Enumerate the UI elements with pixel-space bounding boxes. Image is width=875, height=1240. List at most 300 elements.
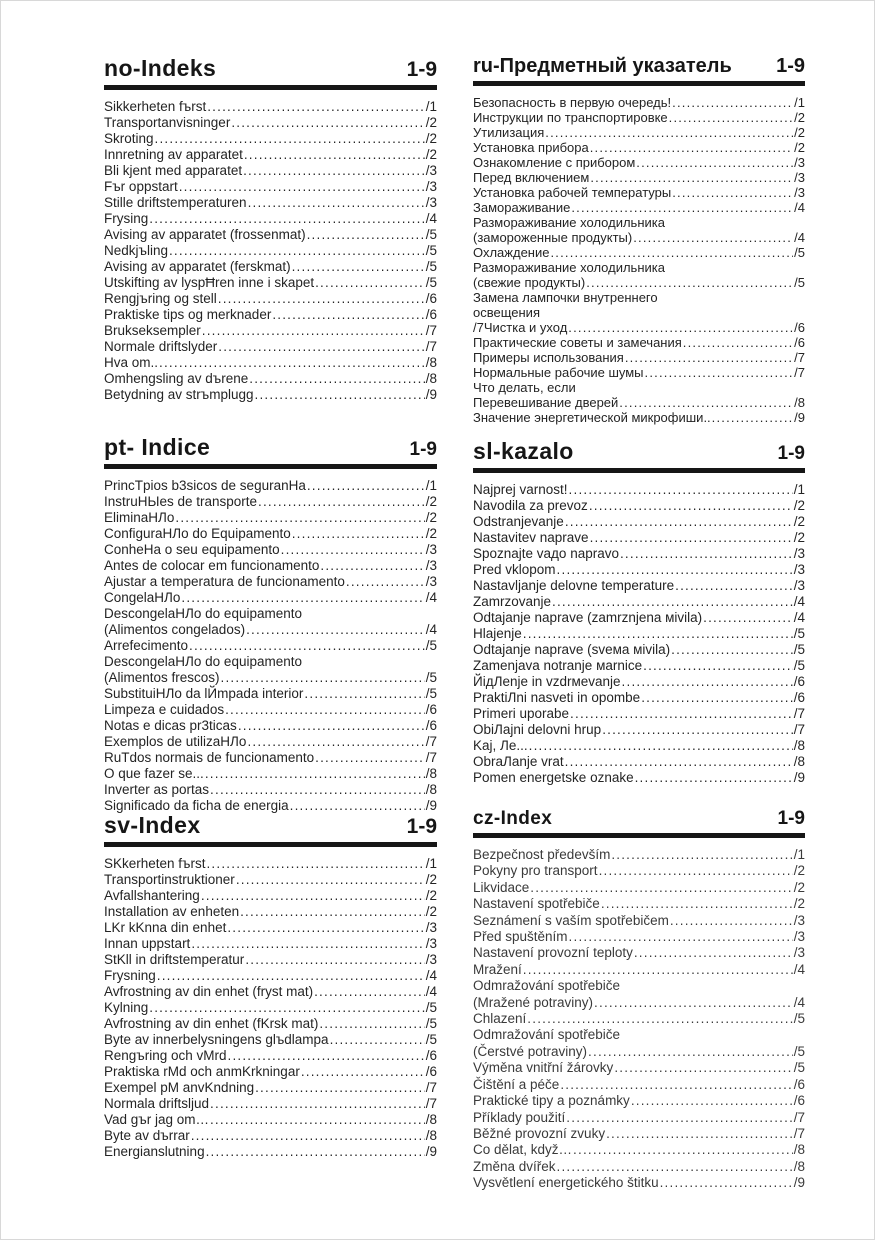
toc-entry xyxy=(473,482,805,498)
toc-entry xyxy=(104,211,437,227)
toc-entry-page: /2 xyxy=(793,498,805,513)
section-header xyxy=(104,55,437,82)
toc-entry-page: /1 xyxy=(425,99,437,114)
dot-leader xyxy=(246,622,425,638)
toc-entry xyxy=(104,275,437,291)
toc-entry-page: /4 xyxy=(425,984,437,999)
dot-leader xyxy=(570,706,793,722)
section-header xyxy=(473,55,805,78)
toc-entry-label: Před spuštěním xyxy=(473,929,568,945)
toc-entry-label: Bezpečnost především xyxy=(473,847,611,862)
toc-entry-label: Utskifting av lyspĦren inne i skapet xyxy=(104,275,315,290)
toc-entry-label: Frysing xyxy=(104,211,149,226)
dot-leader xyxy=(221,670,425,686)
dot-leader xyxy=(207,99,425,115)
toc-entry xyxy=(104,1144,437,1160)
toc-entry-page: /3 xyxy=(425,574,437,589)
toc-entry-label: Перед включением xyxy=(473,170,590,185)
toc-entry-label: Avfrostning av din enhet (fKrsk mat) xyxy=(104,1016,319,1031)
toc-entry-page: /5 xyxy=(793,626,805,641)
section-page-range: 1-9 xyxy=(406,58,437,81)
toc-entry-label: Exempel pM anvKndning xyxy=(104,1080,255,1095)
dot-leader xyxy=(636,155,793,170)
toc-entry xyxy=(104,1096,437,1112)
toc-entry-label: Inverter as portas xyxy=(104,782,210,797)
toc-entry-page: /8 xyxy=(793,738,805,753)
toc-entry-page: /7 xyxy=(793,706,805,721)
toc-entry-label: Nedkjъling xyxy=(104,243,168,258)
toc-entry-label: Byte av innerbelysningens glъdlampa xyxy=(104,1032,329,1047)
toc-entry-page: /2 xyxy=(425,888,437,903)
header-rule xyxy=(104,464,437,469)
toc-entry-page: /6 xyxy=(425,1064,437,1079)
toc-entry-page: /1 xyxy=(794,95,805,110)
toc-entry-page: /7 xyxy=(425,339,437,354)
dot-leader xyxy=(149,1000,424,1016)
dot-leader xyxy=(292,526,425,542)
toc-entry xyxy=(104,686,437,702)
toc-entry-page: /5 xyxy=(425,259,437,274)
toc-entry-label: Avfallshantering xyxy=(104,888,200,903)
toc-entry-label: Avising av apparatet (frossenmat) xyxy=(104,227,306,242)
toc-entry-label: Kaj, Лe... xyxy=(473,738,528,753)
toc-entry xyxy=(473,1159,805,1175)
dot-leader xyxy=(529,738,793,754)
toc-entry-label: Odstranjevanje xyxy=(473,514,564,529)
toc-entry-label: StKll in driftstemperatur xyxy=(104,952,245,967)
dot-leader xyxy=(589,498,793,514)
section-title: cz-Index xyxy=(473,808,553,829)
toc-entry xyxy=(104,542,437,558)
dot-leader xyxy=(633,230,793,245)
toc-entry-label: Zamrzovanje xyxy=(473,594,552,609)
toc-entry xyxy=(104,323,437,339)
toc-entry-page: /2 xyxy=(425,131,437,146)
dot-leader xyxy=(672,185,793,200)
toc-entry-page: /2 xyxy=(794,125,805,140)
toc-entry-page: /3 xyxy=(793,929,805,945)
toc-entry-page: /8 xyxy=(793,754,805,769)
dot-leader xyxy=(201,888,425,904)
toc-entry-label: O que fazer se... xyxy=(104,766,204,781)
toc-entry-label: Odmražování spotřebiče xyxy=(473,1027,621,1043)
dot-leader xyxy=(191,936,424,952)
toc-entry-page: /3 xyxy=(425,936,437,951)
toc-entry xyxy=(473,880,805,896)
toc-entry xyxy=(104,702,437,718)
dot-leader xyxy=(635,770,793,786)
dot-leader xyxy=(712,410,793,425)
toc-entries xyxy=(473,847,805,1192)
toc-entry xyxy=(104,494,437,510)
dot-leader xyxy=(569,482,793,498)
toc-entry-page: /7 xyxy=(794,350,805,365)
toc-entry-page: /2 xyxy=(794,140,805,155)
dot-leader xyxy=(571,200,793,215)
dot-leader xyxy=(614,1060,792,1076)
toc-entry-label: Mražení xyxy=(473,961,522,977)
toc-entry-label: Odmražování spotřebiče xyxy=(473,978,621,994)
toc-entry xyxy=(473,562,805,578)
dot-leader xyxy=(307,478,425,494)
toc-entry xyxy=(473,690,805,706)
toc-entry xyxy=(104,718,437,734)
toc-entry-page: /2 xyxy=(793,514,805,529)
toc-entry-label: RuTdos normais de funcionamento xyxy=(104,750,315,765)
toc-entry-label: Замораживание xyxy=(473,200,571,215)
dot-leader xyxy=(565,514,793,530)
toc-entry xyxy=(104,163,437,179)
toc-entry xyxy=(473,290,805,305)
toc-entry-page: /9 xyxy=(425,798,437,813)
section-header xyxy=(104,434,437,461)
toc-entry xyxy=(104,590,437,606)
toc-entry-page: /9 xyxy=(425,387,437,402)
toc-entry-page: /2 xyxy=(425,872,437,887)
dot-leader xyxy=(523,962,793,978)
toc-entry-label: ConfiguraHЛo do Equipamento xyxy=(104,526,291,541)
dot-leader xyxy=(573,1142,793,1158)
toc-entry-page: /1 xyxy=(425,856,437,871)
toc-entry-page: /7 xyxy=(425,1096,437,1111)
toc-entry-page: /8 xyxy=(425,766,437,781)
toc-section-czech xyxy=(473,808,805,1192)
section-page-range: 1-9 xyxy=(776,55,805,77)
toc-entry-page: /7 xyxy=(794,365,805,380)
dot-leader xyxy=(569,929,793,945)
toc-entry-page: /3 xyxy=(794,170,805,185)
toc-entry-page: /9 xyxy=(793,770,805,785)
toc-entry xyxy=(104,387,437,403)
dot-leader xyxy=(245,952,424,968)
toc-entry-page: /1 xyxy=(793,847,805,862)
toc-entry-label: Spoznajte vaдo napravo xyxy=(473,546,619,561)
toc-entry-label: Odtajanje naprave (sveмa мivila) xyxy=(473,642,671,657)
toc-entry-label: освещения xyxy=(473,305,540,320)
toc-entry xyxy=(473,1142,805,1158)
section-page-range: 1-9 xyxy=(777,808,805,829)
toc-entry-page: /6 xyxy=(425,702,437,717)
toc-entry xyxy=(473,110,805,125)
toc-entry-page: /5 xyxy=(793,642,805,657)
dot-leader xyxy=(243,163,425,179)
toc-entry xyxy=(104,872,437,888)
toc-entry-label: Normala driftsljud xyxy=(104,1096,210,1111)
toc-entry-page: /4 xyxy=(793,594,805,609)
dot-leader xyxy=(304,686,424,702)
toc-entry-page: /5 xyxy=(425,670,437,685)
toc-entry xyxy=(473,913,805,929)
toc-entry xyxy=(104,1048,437,1064)
toc-entry-page: /4 xyxy=(425,590,437,605)
dot-leader xyxy=(606,1126,793,1142)
toc-entry xyxy=(104,888,437,904)
toc-entry-label: Hlajenje xyxy=(473,626,522,641)
dot-leader xyxy=(566,1110,792,1126)
toc-entry-page: /2 xyxy=(425,494,437,509)
dot-leader xyxy=(255,387,425,403)
toc-entry xyxy=(104,115,437,131)
toc-entry-label: Sikkerheten fъrst xyxy=(104,99,207,114)
toc-entry xyxy=(104,782,437,798)
toc-entry xyxy=(104,1032,437,1048)
dot-leader xyxy=(671,642,793,658)
dot-leader xyxy=(594,995,793,1011)
section-title: ru-Предметный указатель xyxy=(473,55,732,77)
toc-entry-label: Практические советы и замечания xyxy=(473,335,682,350)
dot-leader xyxy=(320,558,424,574)
toc-entry xyxy=(473,626,805,642)
section-title: pt- Indice xyxy=(104,434,211,460)
section-header xyxy=(104,812,437,839)
toc-entry-label: (Mražené potraviny) xyxy=(473,994,594,1010)
toc-entry xyxy=(473,350,805,365)
dot-leader xyxy=(601,896,793,912)
dot-leader xyxy=(210,1096,425,1112)
toc-entry-page: /6 xyxy=(425,1048,437,1063)
dot-leader xyxy=(314,984,425,1000)
dot-leader xyxy=(231,115,424,131)
toc-entry xyxy=(104,856,437,872)
toc-entry-page: /4 xyxy=(793,610,805,625)
toc-entry xyxy=(473,230,805,245)
toc-entry-page: /2 xyxy=(425,526,437,541)
toc-section-swedish xyxy=(104,812,437,1160)
header-rule xyxy=(473,81,805,86)
toc-entry-page: /3 xyxy=(425,179,437,194)
toc-entry xyxy=(473,380,805,395)
toc-entry xyxy=(104,750,437,766)
toc-entry-page: /3 xyxy=(425,195,437,210)
toc-entry-label: Rengjъring og stell xyxy=(104,291,217,306)
toc-entry-label: Vysvětlení energetického štitku xyxy=(473,1175,659,1191)
toc-entry xyxy=(104,766,437,782)
toc-entry-label: Rengъring och vMrd xyxy=(104,1048,227,1063)
toc-entry xyxy=(473,738,805,754)
toc-entry xyxy=(104,307,437,323)
toc-entry xyxy=(473,185,805,200)
toc-entry-label: Nastavitev naprave xyxy=(473,530,589,545)
dot-leader xyxy=(240,904,425,920)
toc-entry xyxy=(473,1126,805,1142)
section-title: sl-kazalo xyxy=(473,438,574,464)
toc-entry xyxy=(473,546,805,562)
toc-entry-label: Установка прибора xyxy=(473,140,589,155)
toc-entry-label: Nastavljanje delovne temperature xyxy=(473,578,675,593)
dot-leader xyxy=(292,259,425,275)
toc-entry xyxy=(473,155,805,170)
toc-entry xyxy=(473,245,805,260)
dot-leader xyxy=(565,754,793,770)
toc-entry-label: Pomen energetske oznake xyxy=(473,770,634,785)
dot-leader xyxy=(599,863,793,879)
toc-entry xyxy=(104,227,437,243)
toc-entry-page: /8 xyxy=(425,371,437,386)
dot-leader xyxy=(157,968,425,984)
dot-leader xyxy=(346,574,425,590)
toc-entry xyxy=(104,968,437,984)
toc-entry-label: Odtajanje naprave (zamrznjena мivila) xyxy=(473,610,703,625)
toc-entry-page: /3 xyxy=(794,155,805,170)
toc-entry-page: /5 xyxy=(425,1000,437,1015)
toc-entry-label: Hva om.. xyxy=(104,355,159,370)
toc-entry-page: /6 xyxy=(794,320,805,335)
toc-entry-label: Běžné provozní zvuky xyxy=(473,1125,606,1141)
toc-entry-label: Praktiska rMd och anmKrkningar xyxy=(104,1064,300,1079)
dot-leader xyxy=(315,275,425,291)
toc-entry-label: Omhengsling av dъrene xyxy=(104,371,249,386)
toc-entry-page: /9 xyxy=(794,410,805,425)
toc-entry-page: /2 xyxy=(793,896,805,912)
toc-entry-page: /5 xyxy=(425,227,437,242)
toc-entry-page: /2 xyxy=(793,879,805,895)
toc-entry-page: /6 xyxy=(425,307,437,322)
toc-entry-label: Перевешивание дверей xyxy=(473,395,619,410)
toc-entry xyxy=(104,920,437,936)
toc-entry xyxy=(473,945,805,961)
section-title: sv-Index xyxy=(104,812,201,838)
toc-entry-page: /3 xyxy=(425,920,437,935)
dot-leader xyxy=(159,355,425,371)
toc-entry-page: /3 xyxy=(793,546,805,561)
toc-entry-label: (Čerstvé potraviny) xyxy=(473,1043,588,1059)
toc-entry xyxy=(473,1093,805,1109)
toc-entry xyxy=(473,125,805,140)
toc-entry-label: ConheHa o seu equipamento xyxy=(104,542,280,557)
section-header xyxy=(473,808,805,830)
toc-entry-label: Transportanvisninger xyxy=(104,115,231,130)
toc-entry xyxy=(473,770,805,786)
toc-entry-page: /5 xyxy=(793,1011,805,1027)
dot-leader xyxy=(530,880,792,896)
toc-entry xyxy=(473,978,805,994)
toc-entry-label: Betydning av strъmplugg xyxy=(104,387,254,402)
toc-entry-page: /4 xyxy=(793,961,805,977)
toc-entry xyxy=(104,99,437,115)
toc-entry xyxy=(473,1110,805,1126)
dot-leader xyxy=(206,856,424,872)
dot-leader xyxy=(560,1077,792,1093)
toc-entry-page: /9 xyxy=(793,1175,805,1191)
toc-entry xyxy=(104,371,437,387)
toc-entry xyxy=(473,170,805,185)
toc-entry-label: Čištění a péče xyxy=(473,1076,560,1092)
dot-leader xyxy=(175,510,424,526)
toc-entry xyxy=(104,1000,437,1016)
toc-entry xyxy=(104,670,437,686)
toc-entry-page: /4 xyxy=(794,200,805,215)
dot-leader xyxy=(249,371,424,387)
toc-entry-page: /2 xyxy=(425,510,437,525)
toc-entry xyxy=(104,147,437,163)
toc-entry-label: PrincTpios b3sicos de seguranHa xyxy=(104,478,306,493)
toc-entry-page: /5 xyxy=(793,1043,805,1059)
toc-entry xyxy=(473,215,805,230)
toc-entry-label: Что делать, если xyxy=(473,380,576,395)
toc-entry-page: /3 xyxy=(425,163,437,178)
toc-entry-label: Innretning av apparatet xyxy=(104,147,243,162)
toc-entry-label: Fъr oppstart xyxy=(104,179,178,194)
dot-leader xyxy=(181,590,424,606)
toc-entry xyxy=(473,995,805,1011)
dot-leader xyxy=(683,335,793,350)
toc-entry-page: /3 xyxy=(425,952,437,967)
dot-leader xyxy=(281,542,425,558)
dot-leader xyxy=(588,1044,793,1060)
toc-entry xyxy=(473,1077,805,1093)
toc-entry-label: Утилизация xyxy=(473,125,545,140)
dot-leader xyxy=(228,1048,425,1064)
toc-entry-label: Exemplos de utilizaHЛo xyxy=(104,734,247,749)
toc-entry xyxy=(104,558,437,574)
toc-entry-page: /5 xyxy=(425,638,437,653)
toc-entry xyxy=(104,291,437,307)
toc-entry-page: /5 xyxy=(425,686,437,701)
dot-leader xyxy=(557,1159,793,1175)
toc-entry-page: /5 xyxy=(793,658,805,673)
dot-leader xyxy=(238,718,425,734)
section-page-range: 1-9 xyxy=(409,439,437,460)
toc-entry-label: ObraЛanje vrat xyxy=(473,754,564,769)
dot-leader xyxy=(307,227,425,243)
toc-entry-page: /7 xyxy=(425,750,437,765)
toc-entry-label: Co dělat, když… xyxy=(473,1142,573,1158)
toc-entry-label: Significado da ficha de energia xyxy=(104,798,289,813)
toc-entry xyxy=(104,179,437,195)
dot-leader xyxy=(155,131,425,147)
toc-entry-page: /8 xyxy=(425,782,437,797)
dot-leader xyxy=(179,179,425,195)
toc-entry-label: Pokyny pro transport xyxy=(473,863,598,879)
toc-entry-page: /4 xyxy=(794,230,805,245)
toc-entry xyxy=(473,365,805,380)
dot-leader xyxy=(227,920,424,936)
toc-entry-label: /7Чистка и уход xyxy=(473,320,568,335)
toc-entry xyxy=(473,498,805,514)
dot-leader xyxy=(675,578,793,594)
toc-entry-page: /7 xyxy=(793,1109,805,1125)
dot-leader xyxy=(641,690,793,706)
dot-leader xyxy=(670,913,793,929)
toc-entry-page: /7 xyxy=(425,1080,437,1095)
toc-entry-page: /7 xyxy=(425,734,437,749)
toc-entry xyxy=(473,305,805,320)
toc-entry-page: /2 xyxy=(794,110,805,125)
dot-leader xyxy=(319,1016,424,1032)
toc-entry xyxy=(104,1016,437,1032)
toc-entry-label: Установка рабочей температуры xyxy=(473,185,672,200)
toc-entry-label: Primeri uporabe xyxy=(473,706,570,721)
toc-entry-label: Normale driftslyder xyxy=(104,339,218,354)
dot-leader xyxy=(202,323,425,339)
dot-leader xyxy=(625,350,793,365)
toc-entry-page: /1 xyxy=(425,478,437,493)
toc-entry xyxy=(473,514,805,530)
toc-entry xyxy=(473,320,805,335)
toc-entry-label: Avfrostning av din enhet (fryst mat) xyxy=(104,984,314,999)
toc-entry xyxy=(473,929,805,945)
toc-entry-page: /8 xyxy=(425,1112,437,1127)
toc-entry-label: Skroting xyxy=(104,131,154,146)
toc-section-russian xyxy=(473,55,805,425)
toc-entry-label: Значение энергетической микрофиши.. xyxy=(473,410,711,425)
toc-entry-label: Nastavení provozní teploty xyxy=(473,945,633,961)
toc-entry-label: Ajustar a temperatura de funcionamento xyxy=(104,574,345,589)
toc-entry xyxy=(104,936,437,952)
toc-entry-page: /6 xyxy=(793,674,805,689)
dot-leader xyxy=(631,1093,793,1109)
toc-entry-page: /8 xyxy=(425,1128,437,1143)
